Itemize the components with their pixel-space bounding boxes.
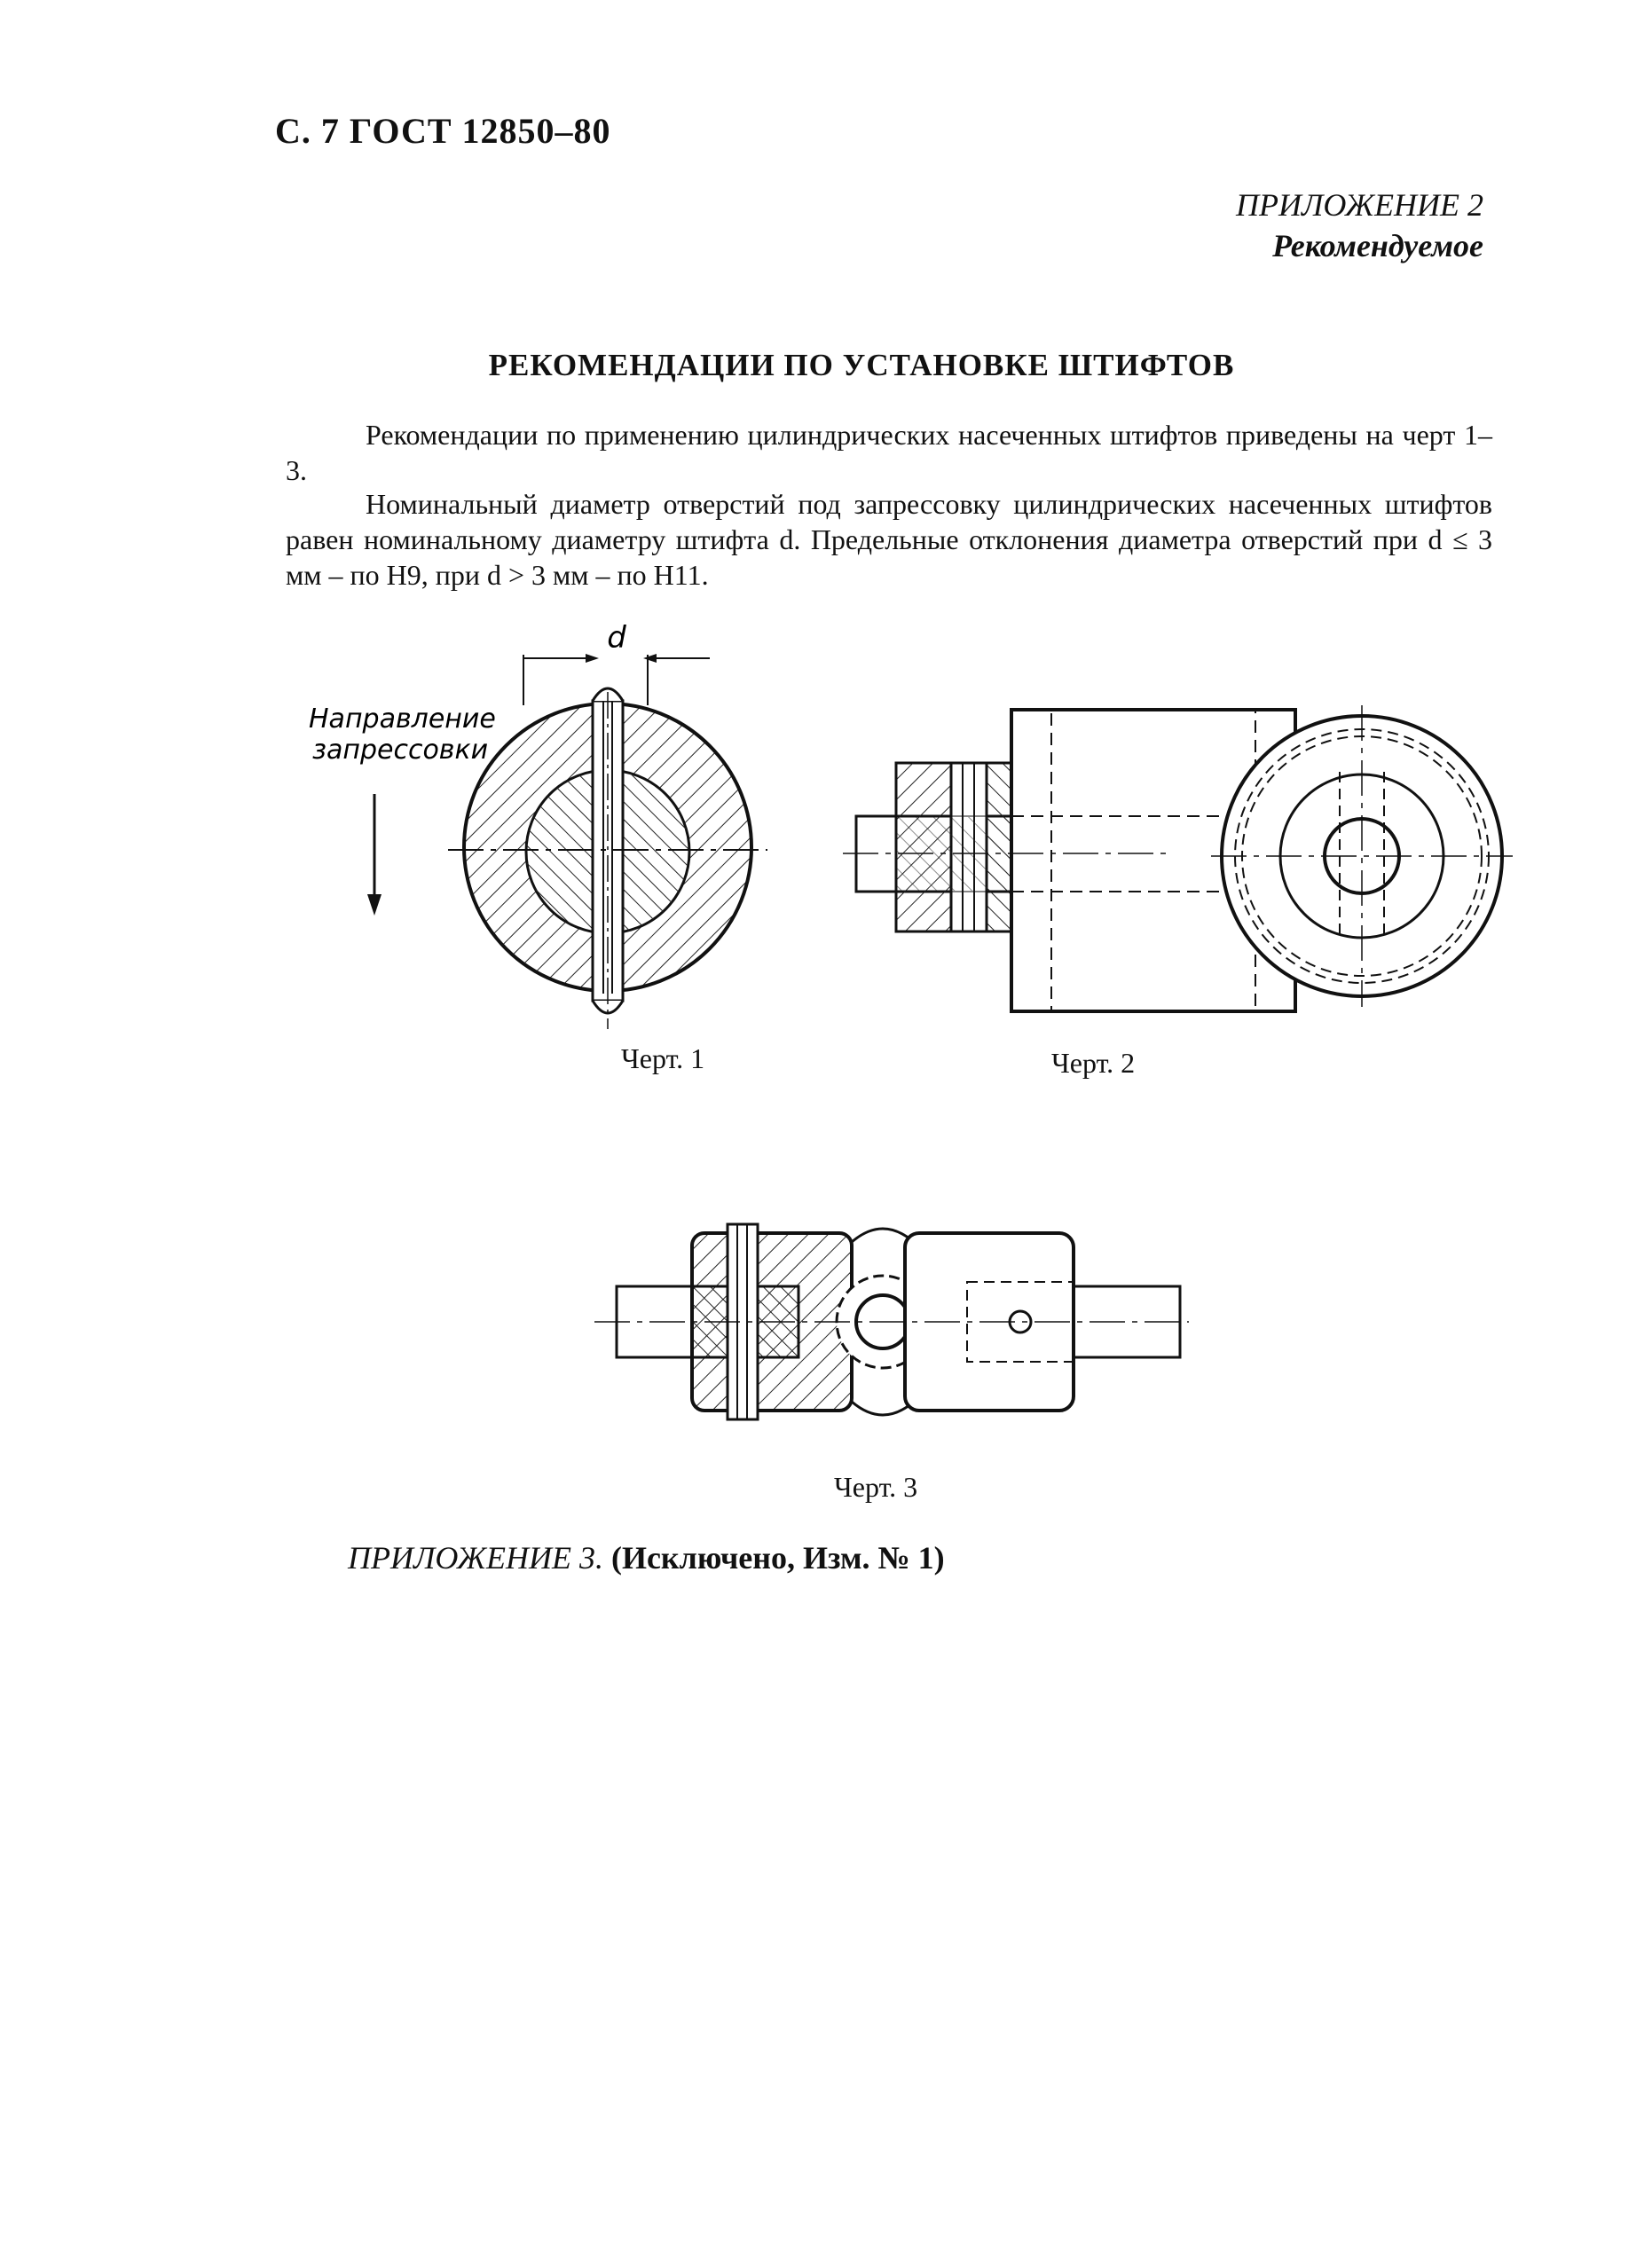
figure-3-caption: Черт. 3 [834,1471,918,1503]
direction-label-2: запрессовки [312,735,489,766]
appendix-3-note [348,1539,945,1576]
paragraph-1 [286,417,1492,491]
appendix-3-label: ПРИЛОЖЕНИЕ 3. [348,1540,603,1576]
appendix-3-status: (Исключено, Изм. № 1) [610,1540,945,1576]
page-header: С. 7 ГОСТ 12850–80 [275,111,611,151]
paragraph-2 [286,486,1492,596]
figure-2-end-view [1207,701,1517,1011]
figure-1-caption: Черт. 1 [621,1042,705,1074]
appendix-label [1236,185,1483,266]
direction-label-1: Направление [309,703,496,735]
figure-2-caption: Черт. 2 [1051,1047,1136,1079]
paragraph-1-text: Рекомендации по применению цилиндрических насеченных штифтов приведены на черт 1–3. [286,419,1492,486]
figure-3-drawing [594,1207,1189,1437]
arrow-down-icon [367,894,382,916]
figure-1-drawing [293,612,790,1082]
appendix-status: Рекомендуемое [1272,228,1483,263]
dimension-d-label: d [607,620,626,656]
appendix-number: ПРИЛОЖЕНИЕ 2 [1236,187,1483,223]
paragraph-2-text: Номинальный диаметр отверстий под запрессовку цилиндрических насеченных штифтов равен номинальному диаметру штифта d. Предельные отклонения диаметра отверстий при d ≤ 3 мм – по H9, при d > 3 мм – по H11. [286,488,1492,591]
section-title: РЕКОМЕНДАЦИИ ПО УСТАНОВКЕ ШТИФТОВ [488,348,1235,382]
